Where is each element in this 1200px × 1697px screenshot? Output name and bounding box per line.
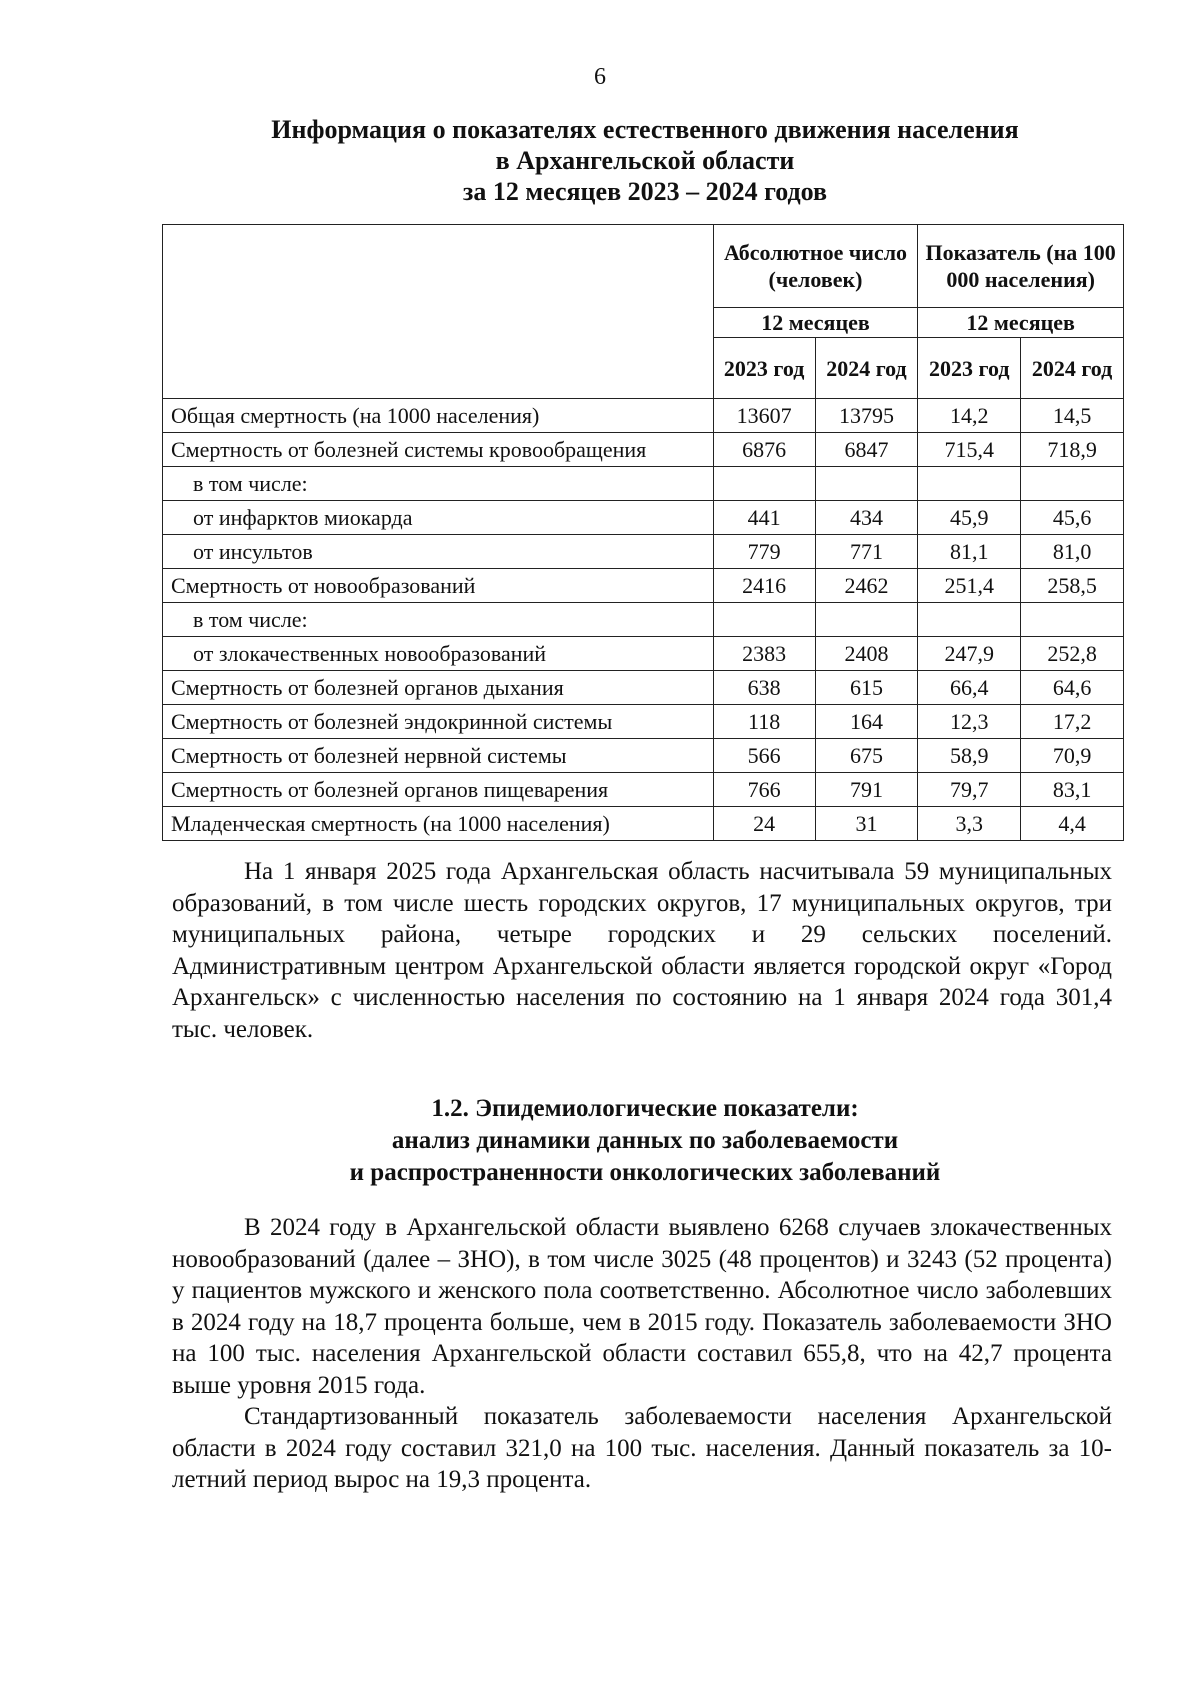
header-year: 2023 год bbox=[918, 338, 1021, 399]
row-value: 12,3 bbox=[918, 705, 1021, 739]
table-row bbox=[163, 501, 1124, 535]
title-line-2: в Архангельской области bbox=[495, 146, 795, 175]
row-value: 14,2 bbox=[918, 399, 1021, 433]
header-year: 2024 год bbox=[815, 338, 918, 399]
paragraph-text: В 2024 году в Архангельской области выявлено 6268 случаев злокачественных новообразований (далее – ЗНО), в том числе 3025 (48 процентов) и 3243 (52 процента) у пациентов мужского и женского пола соответственно. Абсолютное число заболевших в 2024 году на 18,7 процента больше, чем в 2015 году. Показатель заболеваемости ЗНО на 100 тыс. населения Архангельской области составил 655,8, что на 42,7 процента выше уровня 2015 года. bbox=[172, 1214, 1112, 1399]
row-value: 81,1 bbox=[918, 535, 1021, 569]
row-value bbox=[1021, 467, 1124, 501]
table-row bbox=[163, 433, 1124, 467]
title-line-1: Информация о показателях естественного движения населения bbox=[271, 115, 1019, 144]
row-value: 258,5 bbox=[1021, 569, 1124, 603]
row-value: 66,4 bbox=[918, 671, 1021, 705]
row-value: 247,9 bbox=[918, 637, 1021, 671]
statistics-table bbox=[162, 224, 1124, 841]
row-value: 675 bbox=[815, 739, 918, 773]
header-period-rate: 12 месяцев bbox=[918, 308, 1124, 338]
header-year: 2023 год bbox=[713, 338, 815, 399]
row-value bbox=[1021, 603, 1124, 637]
row-value: 13795 bbox=[815, 399, 918, 433]
table-row bbox=[163, 637, 1124, 671]
row-value: 31 bbox=[815, 807, 918, 841]
row-value: 118 bbox=[713, 705, 815, 739]
row-value: 251,4 bbox=[918, 569, 1021, 603]
row-value bbox=[815, 603, 918, 637]
row-label: Общая смертность (на 1000 населения) bbox=[163, 399, 714, 433]
row-value: 2462 bbox=[815, 569, 918, 603]
row-value: 81,0 bbox=[1021, 535, 1124, 569]
table-row bbox=[163, 705, 1124, 739]
row-value: 14,5 bbox=[1021, 399, 1124, 433]
row-label: Смертность от болезней системы кровообращения bbox=[163, 433, 714, 467]
row-label: в том числе: bbox=[163, 603, 714, 637]
row-value: 791 bbox=[815, 773, 918, 807]
row-value: 3,3 bbox=[918, 807, 1021, 841]
table-row bbox=[163, 807, 1124, 841]
row-value: 58,9 bbox=[918, 739, 1021, 773]
row-value: 2416 bbox=[713, 569, 815, 603]
row-value bbox=[815, 467, 918, 501]
row-label: Смертность от болезней органов дыхания bbox=[163, 671, 714, 705]
paragraph-text: На 1 января 2025 года Архангельская область насчитывала 59 муниципальных образований, в том числе шесть городских округов, 17 муниципальных округов, три муниципальных района, четыре городских и 29 сельских поселений. Административным центром Архангельской области является городской округ «Город Архангельск» с численностью населения по состоянию на 1 января 2024 года 301,4 тыс. человек. bbox=[172, 858, 1112, 1043]
row-value: 64,6 bbox=[1021, 671, 1124, 705]
table-header-row bbox=[163, 225, 1124, 308]
table-row bbox=[163, 569, 1124, 603]
row-label: Смертность от болезней органов пищеварения bbox=[163, 773, 714, 807]
table-row bbox=[163, 535, 1124, 569]
paragraph-incidence bbox=[172, 1212, 1112, 1496]
row-value: 6847 bbox=[815, 433, 918, 467]
table-row bbox=[163, 773, 1124, 807]
row-value: 2408 bbox=[815, 637, 918, 671]
row-value: 17,2 bbox=[1021, 705, 1124, 739]
title-line-3: за 12 месяцев 2023 – 2024 годов bbox=[462, 177, 828, 206]
row-value: 771 bbox=[815, 535, 918, 569]
header-period-absolute: 12 месяцев bbox=[713, 308, 918, 338]
row-value bbox=[713, 603, 815, 637]
row-value: 164 bbox=[815, 705, 918, 739]
row-value: 13607 bbox=[713, 399, 815, 433]
section-heading-line-3: и распространенности онкологических заболеваний bbox=[349, 1159, 941, 1186]
table-row bbox=[163, 467, 1124, 501]
row-value: 718,9 bbox=[1021, 433, 1124, 467]
row-value: 441 bbox=[713, 501, 815, 535]
row-value: 45,6 bbox=[1021, 501, 1124, 535]
row-value: 4,4 bbox=[1021, 807, 1124, 841]
section-heading-line-2: анализ динамики данных по заболеваемости bbox=[391, 1127, 899, 1154]
row-value: 638 bbox=[713, 671, 815, 705]
table-row bbox=[163, 603, 1124, 637]
section-heading bbox=[150, 1093, 1140, 1189]
row-value bbox=[918, 603, 1021, 637]
row-value bbox=[918, 467, 1021, 501]
section-heading-line-1: 1.2. Эпидемиологические показатели: bbox=[431, 1095, 859, 1122]
header-absolute-number: Абсолютное число (человек) bbox=[713, 225, 918, 308]
row-label: Младенческая смертность (на 1000 населения) bbox=[163, 807, 714, 841]
row-value: 6876 bbox=[713, 433, 815, 467]
row-value: 2383 bbox=[713, 637, 815, 671]
row-label: от злокачественных новообразований bbox=[163, 637, 714, 671]
row-label: от инфарктов миокарда bbox=[163, 501, 714, 535]
table-row bbox=[163, 399, 1124, 433]
row-value: 715,4 bbox=[918, 433, 1021, 467]
row-value: 45,9 bbox=[918, 501, 1021, 535]
row-label: Смертность от болезней нервной системы bbox=[163, 739, 714, 773]
table-row bbox=[163, 671, 1124, 705]
row-value: 615 bbox=[815, 671, 918, 705]
row-value: 79,7 bbox=[918, 773, 1021, 807]
header-year: 2024 год bbox=[1021, 338, 1124, 399]
row-value: 434 bbox=[815, 501, 918, 535]
row-label: от инсультов bbox=[163, 535, 714, 569]
paragraph-municipalities bbox=[172, 856, 1112, 1045]
page-number: 6 bbox=[594, 64, 606, 90]
row-value: 70,9 bbox=[1021, 739, 1124, 773]
table-corner-cell bbox=[163, 225, 714, 399]
row-value: 24 bbox=[713, 807, 815, 841]
document-title bbox=[150, 114, 1140, 207]
row-label: Смертность от новообразований bbox=[163, 569, 714, 603]
row-value bbox=[713, 467, 815, 501]
row-label: в том числе: bbox=[163, 467, 714, 501]
table-row bbox=[163, 739, 1124, 773]
row-label: Смертность от болезней эндокринной системы bbox=[163, 705, 714, 739]
row-value: 779 bbox=[713, 535, 815, 569]
row-value: 83,1 bbox=[1021, 773, 1124, 807]
row-value: 566 bbox=[713, 739, 815, 773]
header-rate-per-100000: Показатель (на 100 000 населения) bbox=[918, 225, 1124, 308]
row-value: 252,8 bbox=[1021, 637, 1124, 671]
paragraph-text: Стандартизованный показатель заболеваемости населения Архангельской области в 2024 году составил 321,0 на 100 тыс. населения. Данный показатель за 10-летний период вырос на 19,3 процента. bbox=[172, 1403, 1112, 1493]
row-value: 766 bbox=[713, 773, 815, 807]
